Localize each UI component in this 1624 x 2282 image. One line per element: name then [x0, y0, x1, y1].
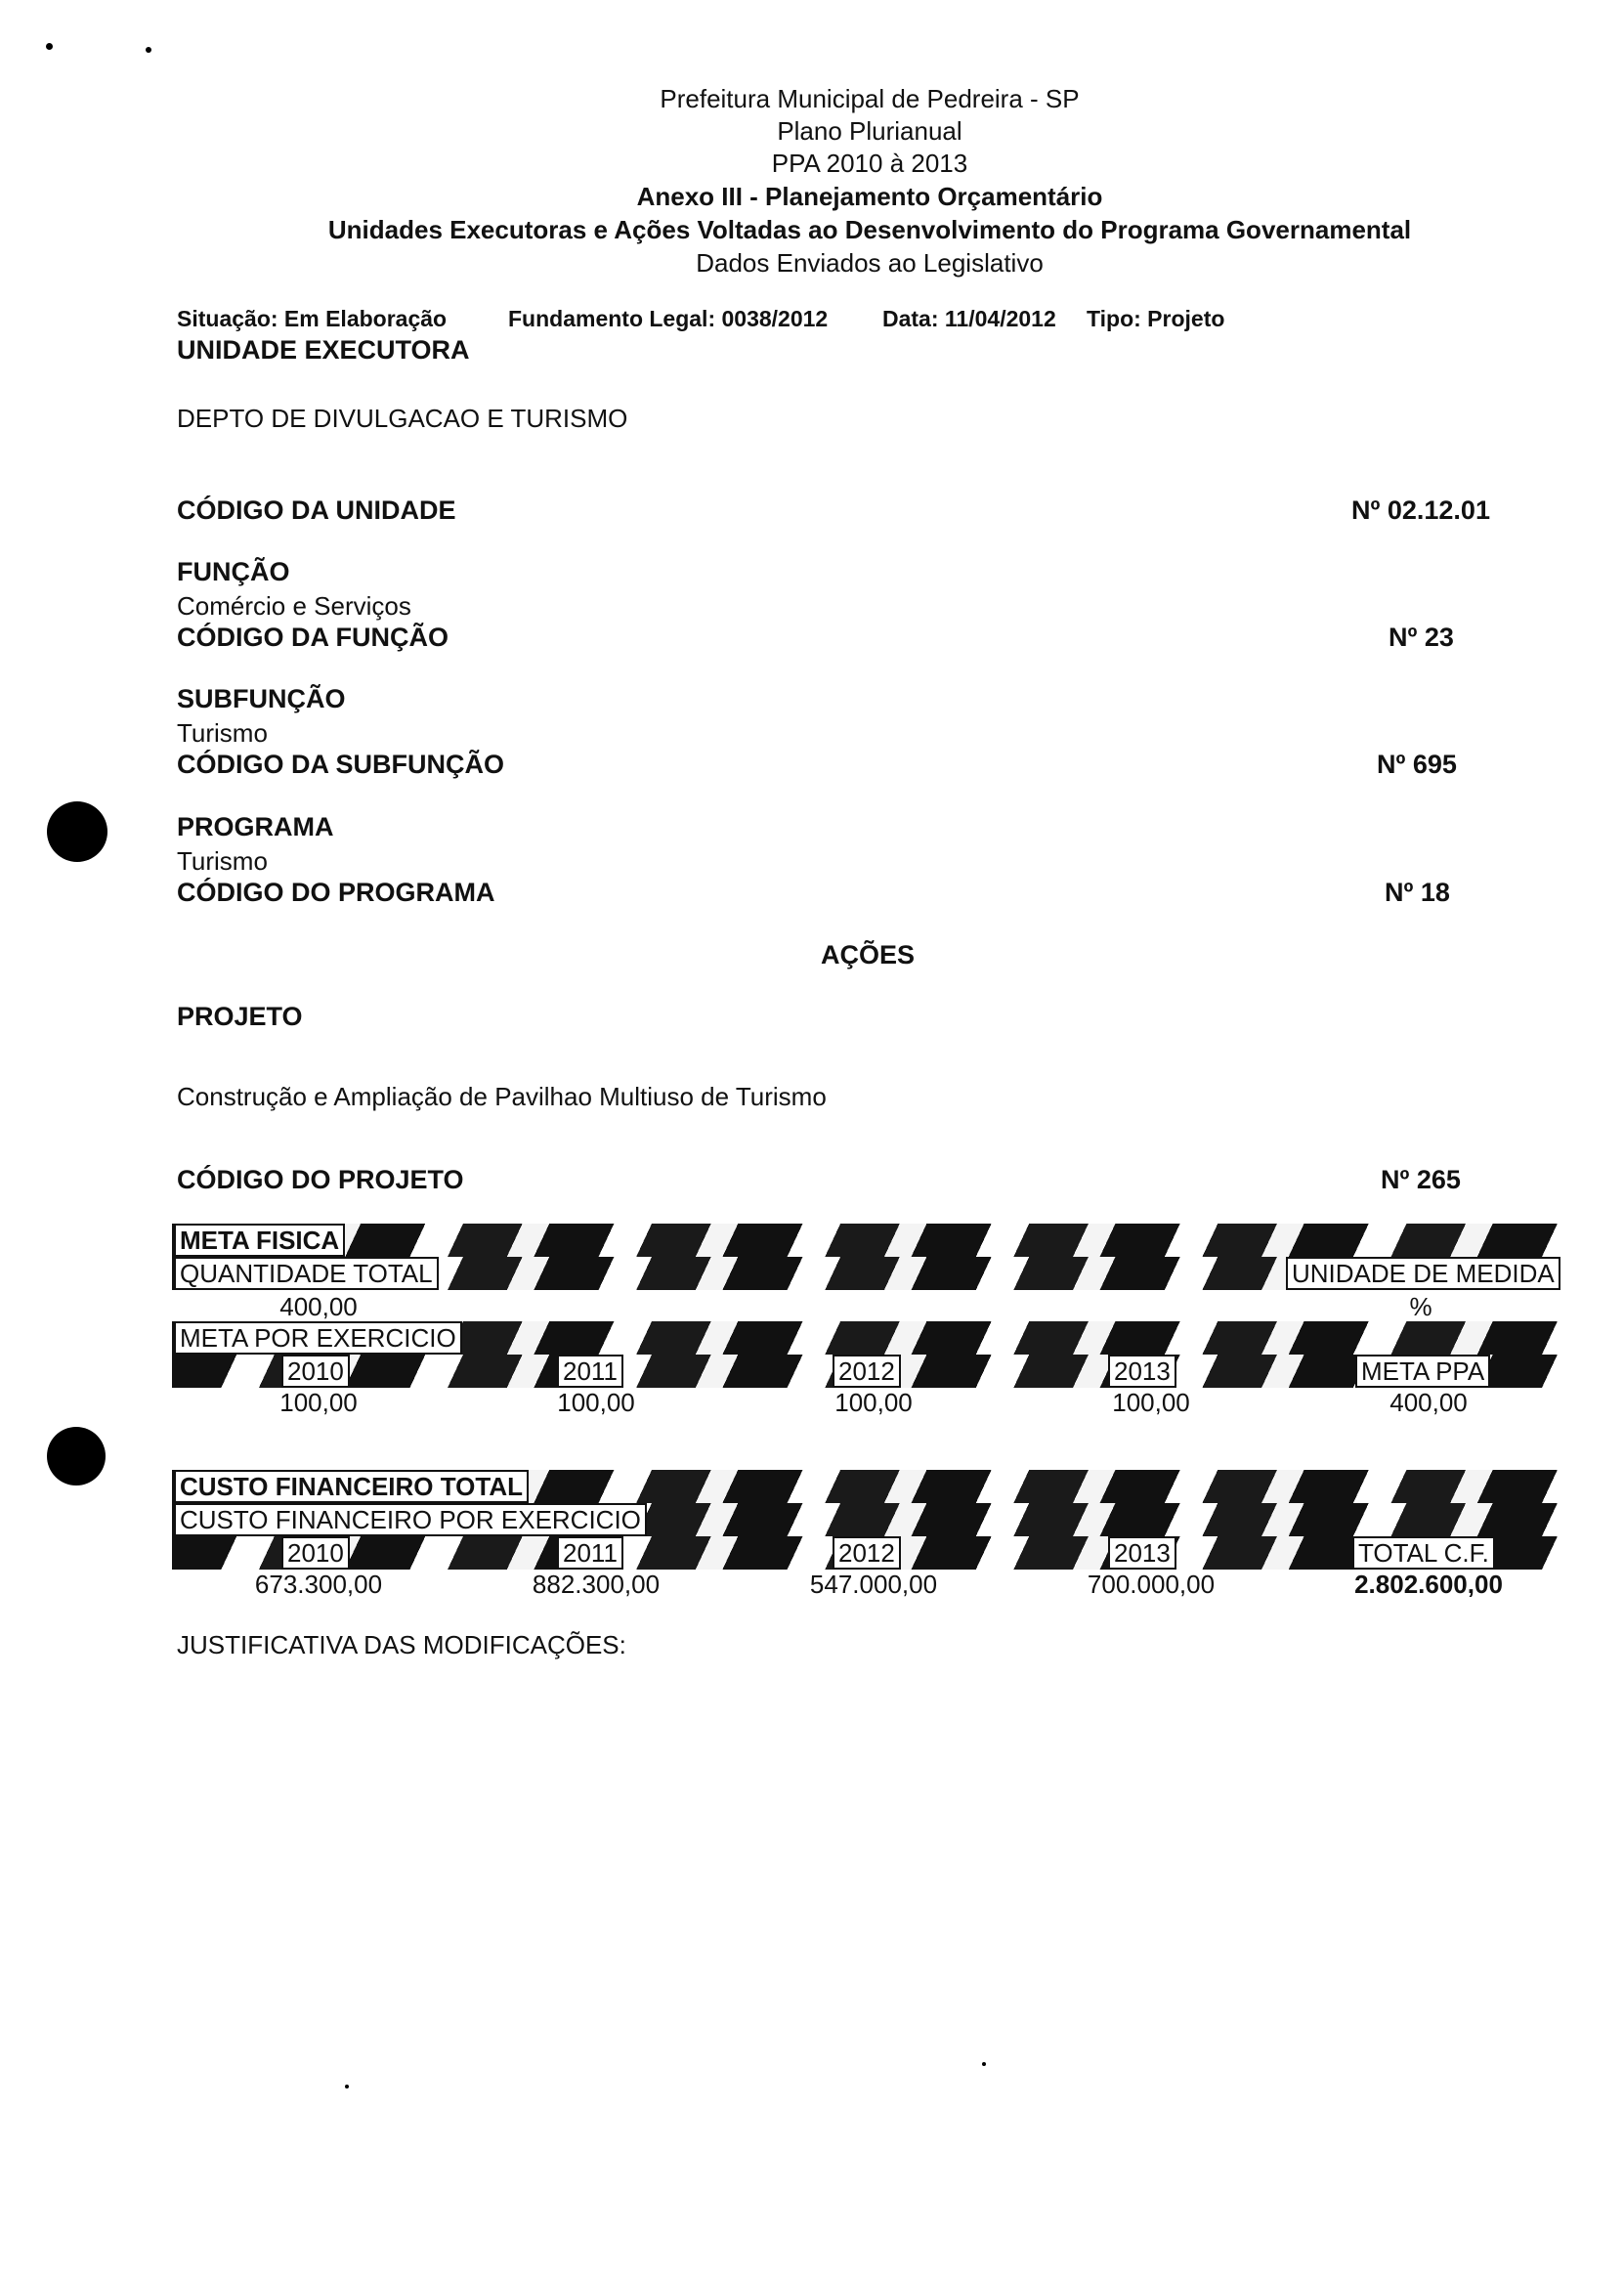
- custo-value-2011: 882.300,00: [532, 1570, 661, 1599]
- custo-year-2012: 2012: [833, 1536, 901, 1570]
- header-municipality: Prefeitura Municipal de Pedreira - SP: [660, 84, 1080, 113]
- scan-speck: [982, 2062, 986, 2066]
- subfuncao-label: SUBFUNÇÃO: [177, 684, 346, 713]
- header-period: PPA 2010 à 2013: [771, 149, 968, 178]
- codigo-programa-label: CÓDIGO DO PROGRAMA: [177, 878, 495, 907]
- punch-hole: [47, 1427, 106, 1485]
- projeto-label: PROJETO: [177, 1002, 303, 1031]
- punch-hole: [47, 801, 107, 862]
- custo-year-2011: 2011: [557, 1536, 623, 1570]
- codigo-programa-value: Nº 18: [1385, 878, 1450, 907]
- unidade-value: DEPTO DE DIVULGACAO E TURISMO: [177, 404, 628, 433]
- custo-total-title: CUSTO FINANCEIRO TOTAL: [174, 1470, 529, 1503]
- codigo-funcao-value: Nº 23: [1389, 623, 1454, 652]
- acoes-title: AÇÕES: [821, 940, 916, 969]
- funcao-label: FUNÇÃO: [177, 557, 290, 586]
- meta-value-2012: 100,00: [834, 1388, 913, 1417]
- unidade-medida-value: %: [1409, 1292, 1432, 1321]
- subfuncao-value: Turismo: [177, 718, 268, 748]
- meta-value-2013: 100,00: [1112, 1388, 1190, 1417]
- total-cf-value: 2.802.600,00: [1354, 1570, 1503, 1599]
- unidade-medida-label: UNIDADE DE MEDIDA: [1286, 1257, 1560, 1290]
- programa-label: PROGRAMA: [177, 812, 334, 841]
- scan-speck: [46, 43, 53, 50]
- custo-value-2010: 673.300,00: [254, 1570, 383, 1599]
- header-note: Dados Enviados ao Legislativo: [696, 248, 1044, 278]
- meta-value-2011: 100,00: [557, 1388, 635, 1417]
- codigo-funcao-label: CÓDIGO DA FUNÇÃO: [177, 623, 449, 652]
- projeto-value: Construção e Ampliação de Pavilhao Multiuso de Turismo: [177, 1082, 827, 1111]
- meta-ppa-value: 400,00: [1389, 1388, 1468, 1417]
- codigo-subfuncao-label: CÓDIGO DA SUBFUNÇÃO: [177, 750, 504, 779]
- meta-fisica-title: META FISICA: [174, 1224, 345, 1257]
- situacao: Situação: Em Elaboração: [177, 306, 448, 331]
- tipo: Tipo: Projeto: [1087, 306, 1225, 331]
- header-subtitle: Unidades Executoras e Ações Voltadas ao Desenvolvimento do Programa Governamental: [327, 215, 1412, 244]
- meta-year-2012: 2012: [833, 1355, 901, 1388]
- quantidade-total-label: QUANTIDADE TOTAL: [174, 1257, 439, 1290]
- header-annex: Anexo III - Planejamento Orçamentário: [636, 182, 1103, 211]
- meta-ppa-label: META PPA: [1355, 1355, 1490, 1388]
- meta-por-exercicio-label: META POR EXERCICIO: [174, 1321, 462, 1355]
- quantidade-total-value: 400,00: [279, 1292, 358, 1321]
- scan-speck: [345, 2085, 349, 2088]
- custo-year-2010: 2010: [281, 1536, 350, 1570]
- custo-value-2012: 547.000,00: [809, 1570, 938, 1599]
- programa-value: Turismo: [177, 846, 268, 876]
- meta-year-2013: 2013: [1108, 1355, 1176, 1388]
- custo-year-2013: 2013: [1108, 1536, 1176, 1570]
- meta-fisica-band: [172, 1224, 1560, 1257]
- justificativa-label: JUSTIFICATIVA DAS MODIFICAÇÕES:: [177, 1630, 626, 1659]
- custo-value-2013: 700.000,00: [1087, 1570, 1216, 1599]
- funcao-value: Comércio e Serviços: [177, 591, 411, 621]
- codigo-unidade-value: Nº 02.12.01: [1351, 495, 1490, 525]
- codigo-subfuncao-value: Nº 695: [1377, 750, 1457, 779]
- meta-year-2011: 2011: [557, 1355, 623, 1388]
- header-plan: Plano Plurianual: [777, 116, 962, 146]
- codigo-unidade-label: CÓDIGO DA UNIDADE: [177, 495, 456, 525]
- unidade-label: UNIDADE EXECUTORA: [177, 335, 470, 365]
- fundamento-legal: Fundamento Legal: 0038/2012: [508, 306, 829, 331]
- total-cf-label: TOTAL C.F.: [1352, 1536, 1495, 1570]
- codigo-projeto-label: CÓDIGO DO PROJETO: [177, 1165, 464, 1194]
- scan-speck: [146, 47, 151, 53]
- codigo-projeto-value: Nº 265: [1381, 1165, 1461, 1194]
- meta-value-2010: 100,00: [279, 1388, 358, 1417]
- custo-por-exercicio-label: CUSTO FINANCEIRO POR EXERCICIO: [174, 1503, 647, 1536]
- meta-year-2010: 2010: [281, 1355, 350, 1388]
- data: Data: 11/04/2012: [882, 306, 1056, 331]
